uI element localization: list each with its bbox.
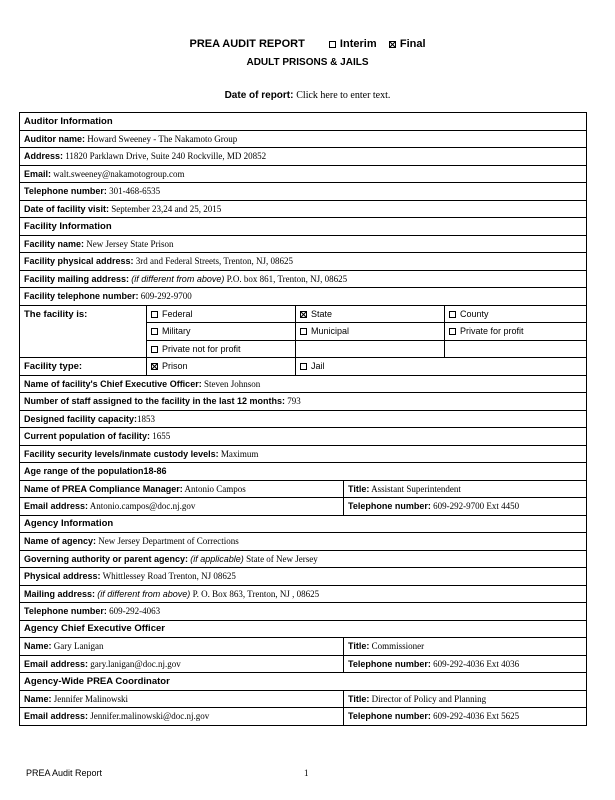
facility-physical-row: [20, 253, 587, 271]
field-label: Current population of facility:: [24, 431, 150, 442]
agency-name-row: [20, 533, 587, 551]
ceo-title-field[interactable]: Commissioner: [371, 641, 425, 652]
section-facility: [20, 218, 587, 236]
visit-date-field[interactable]: September 23,24 and 25, 2015: [111, 203, 222, 214]
coordinator-title-field[interactable]: Director of Policy and Planning: [371, 693, 487, 704]
auditor-address-field[interactable]: 11820 Parklawn Drive, Suite 240 Rockville, MD 20852: [65, 151, 267, 162]
ceo-email-field[interactable]: gary.lanigan@doc.nj.gov: [90, 658, 181, 669]
coordinator-email-field[interactable]: Jennifer.malinowski@doc.nj.gov: [90, 711, 210, 722]
ceo-name-field[interactable]: Gary Lanigan: [53, 641, 104, 652]
pcm-name-field[interactable]: Antonio Campos: [184, 483, 246, 494]
date-field[interactable]: Click here to enter text.: [296, 90, 391, 101]
jail-checkbox[interactable]: [300, 363, 307, 370]
private-profit-checkbox[interactable]: [449, 328, 456, 335]
capacity-field[interactable]: 1853: [137, 413, 156, 424]
option-label: County: [460, 308, 489, 319]
option-label: Military: [162, 326, 191, 337]
field-label: Telephone number:: [348, 711, 431, 722]
field-label: Date of facility visit:: [24, 203, 110, 214]
agency-governing-row: [20, 550, 587, 568]
auditor-name-row: [20, 130, 587, 148]
date-label: Date of report:: [224, 90, 294, 101]
field-note: (if different from above): [97, 588, 191, 599]
facility-name-field[interactable]: New Jersey State Prison: [86, 238, 174, 249]
field-label: Name of PREA Compliance Manager:: [24, 483, 183, 494]
staff-count-field[interactable]: 793: [287, 396, 301, 407]
field-label: Name:: [24, 641, 52, 652]
report-subtitle: ADULT PRISONS & JAILS: [246, 57, 369, 68]
age-range-field[interactable]: 18-86: [143, 466, 167, 477]
report-title-line: [0, 38, 615, 50]
field-label: Title:: [348, 483, 370, 494]
agency-physical-field[interactable]: Whittlessey Road Trenton, NJ 08625: [102, 571, 236, 582]
field-label: Telephone number:: [348, 501, 431, 512]
final-checkbox[interactable]: [389, 41, 396, 48]
section-title: Facility Information: [20, 218, 587, 236]
security-field[interactable]: Maximum: [220, 448, 259, 459]
facility-ceo-field[interactable]: Steven Johnson: [203, 378, 261, 389]
agency-physical-row: [20, 568, 587, 586]
footer-label: PREA Audit Report: [26, 768, 103, 778]
field-label: Email address:: [24, 658, 89, 669]
option-label: Prison: [162, 361, 188, 372]
auditor-name-field[interactable]: Howard Sweeney - The Nakamoto Group: [87, 133, 238, 144]
field-note: (if applicable): [190, 553, 244, 564]
auditor-email-row: [20, 165, 587, 183]
prison-checkbox[interactable]: [151, 363, 158, 370]
field-label: Physical address:: [24, 571, 101, 582]
field-note: (if different from above): [131, 273, 225, 284]
facility-type-row: [20, 358, 587, 376]
facility-is-row-1: [20, 305, 587, 323]
population-row: [20, 428, 587, 446]
facility-mailing-row: [20, 270, 587, 288]
municipal-checkbox[interactable]: [300, 328, 307, 335]
ceo-contact-row: [20, 655, 587, 673]
agency-phone-field[interactable]: 609-292-4063: [109, 606, 161, 617]
state-checkbox[interactable]: [300, 311, 307, 318]
field-label: Facility name:: [24, 238, 85, 249]
ceo-facility-row: [20, 375, 587, 393]
agency-mailing-row: [20, 585, 587, 603]
option-label: Federal: [162, 308, 193, 319]
field-label: Telephone number:: [348, 658, 431, 669]
option-label: Municipal: [311, 326, 350, 337]
option-municipal[interactable]: [296, 323, 445, 341]
ceo-name-row: [20, 638, 587, 656]
section-coordinator: [20, 673, 587, 691]
security-row: [20, 445, 587, 463]
ceo-phone-field[interactable]: 609-292-4036 Ext 4036: [433, 658, 520, 669]
auditor-phone-row: [20, 183, 587, 201]
facility-name-row: [20, 235, 587, 253]
field-label: Title:: [348, 693, 370, 704]
auditor-address-row: [20, 148, 587, 166]
county-checkbox[interactable]: [449, 311, 456, 318]
pcm-phone-field[interactable]: 609-292-9700 Ext 4450: [433, 501, 520, 512]
field-label: Number of staff assigned to the facility in the last 12 months:: [24, 396, 286, 407]
date-of-report: [0, 90, 615, 101]
section-auditor: [20, 113, 587, 131]
pcm-name-row: [20, 480, 587, 498]
section-agency: [20, 515, 587, 533]
option-label: Private for profit: [460, 326, 524, 337]
field-label: Facility physical address:: [24, 256, 134, 267]
field-label: Auditor name:: [24, 133, 86, 144]
facility-phone-field[interactable]: 609-292-9700: [140, 291, 192, 302]
field-label: Name of facility's Chief Executive Officer:: [24, 378, 202, 389]
auditor-phone-field[interactable]: 301-468-6535: [109, 186, 161, 197]
option-military[interactable]: [147, 323, 296, 341]
section-title: Auditor Information: [20, 113, 587, 131]
capacity-row: [20, 410, 587, 428]
field-label: Facility security levels/inmate custody levels:: [24, 448, 219, 459]
field-label: Address:: [24, 151, 64, 162]
age-row: [20, 463, 587, 481]
pcm-title-field[interactable]: Assistant Superintendent: [371, 483, 461, 494]
agency-name-field[interactable]: New Jersey Department of Corrections: [98, 536, 239, 547]
visit-date-row: [20, 200, 587, 218]
facility-type-label: Facility type:: [20, 358, 147, 376]
field-label: Name:: [24, 693, 52, 704]
section-title: Agency Chief Executive Officer: [20, 620, 587, 638]
auditor-email-field[interactable]: walt.sweeney@nakamotogroup.com: [53, 168, 185, 179]
agency-phone-row: [20, 603, 587, 621]
field-label: Age range of the population: [24, 466, 144, 477]
field-label: Title:: [348, 641, 370, 652]
page-number: 1: [304, 768, 309, 778]
option-label: Jail: [311, 361, 325, 372]
facility-mailing-field[interactable]: P.O. box 861, Trenton, NJ, 08625: [226, 273, 348, 284]
coordinator-name-row: [20, 690, 587, 708]
population-field[interactable]: 1655: [152, 431, 171, 442]
staff-row: [20, 393, 587, 411]
option-private-nonprofit[interactable]: [147, 340, 296, 358]
option-federal[interactable]: [147, 305, 296, 323]
option-county[interactable]: [445, 305, 587, 323]
pcm-contact-row: [20, 498, 587, 516]
option-label: State: [311, 308, 333, 319]
section-ceo: [20, 620, 587, 638]
field-label: Facility telephone number:: [24, 291, 139, 302]
audit-form-table: [19, 112, 587, 726]
option-label: Private not for profit: [162, 343, 241, 354]
field-label: Telephone number:: [24, 186, 107, 197]
interim-checkbox[interactable]: [329, 41, 336, 48]
coordinator-contact-row: [20, 708, 587, 726]
military-checkbox[interactable]: [151, 328, 158, 335]
field-label: Governing authority or parent agency:: [24, 553, 189, 564]
field-label: Telephone number:: [24, 606, 107, 617]
federal-checkbox[interactable]: [151, 311, 158, 318]
option-private-profit[interactable]: [445, 323, 587, 341]
field-label: Name of agency:: [24, 536, 97, 547]
agency-governing-field[interactable]: State of New Jersey: [246, 553, 318, 564]
interim-label: Interim: [339, 38, 377, 50]
option-state[interactable]: [296, 305, 445, 323]
section-title: Agency Information: [20, 515, 587, 533]
private-nonprofit-checkbox[interactable]: [151, 346, 158, 353]
field-label: Mailing address:: [24, 588, 96, 599]
pcm-email-field[interactable]: Antonio.campos@doc.nj.gov: [89, 501, 196, 512]
field-label: Designed facility capacity:: [24, 413, 138, 424]
option-jail[interactable]: [296, 358, 587, 376]
facility-physical-field[interactable]: 3rd and Federal Streets, Trenton, NJ, 08625: [135, 256, 294, 267]
coordinator-phone-field[interactable]: 609-292-4036 Ext 5625: [433, 711, 520, 722]
field-label: Email address:: [24, 501, 89, 512]
option-prison[interactable]: [147, 358, 296, 376]
final-label: Final: [399, 38, 426, 50]
facility-phone-row: [20, 288, 587, 306]
facility-is-label: The facility is:: [20, 305, 147, 358]
field-label: Facility mailing address:: [24, 273, 130, 284]
section-title: Agency-Wide PREA Coordinator: [20, 673, 587, 691]
report-title: PREA AUDIT REPORT: [189, 38, 305, 50]
field-label: Email address:: [24, 711, 89, 722]
coordinator-name-field[interactable]: Jennifer Malinowski: [53, 693, 129, 704]
agency-mailing-field[interactable]: P. O. Box 863, Trenton, NJ , 08625: [192, 588, 320, 599]
field-label: Email:: [24, 168, 52, 179]
